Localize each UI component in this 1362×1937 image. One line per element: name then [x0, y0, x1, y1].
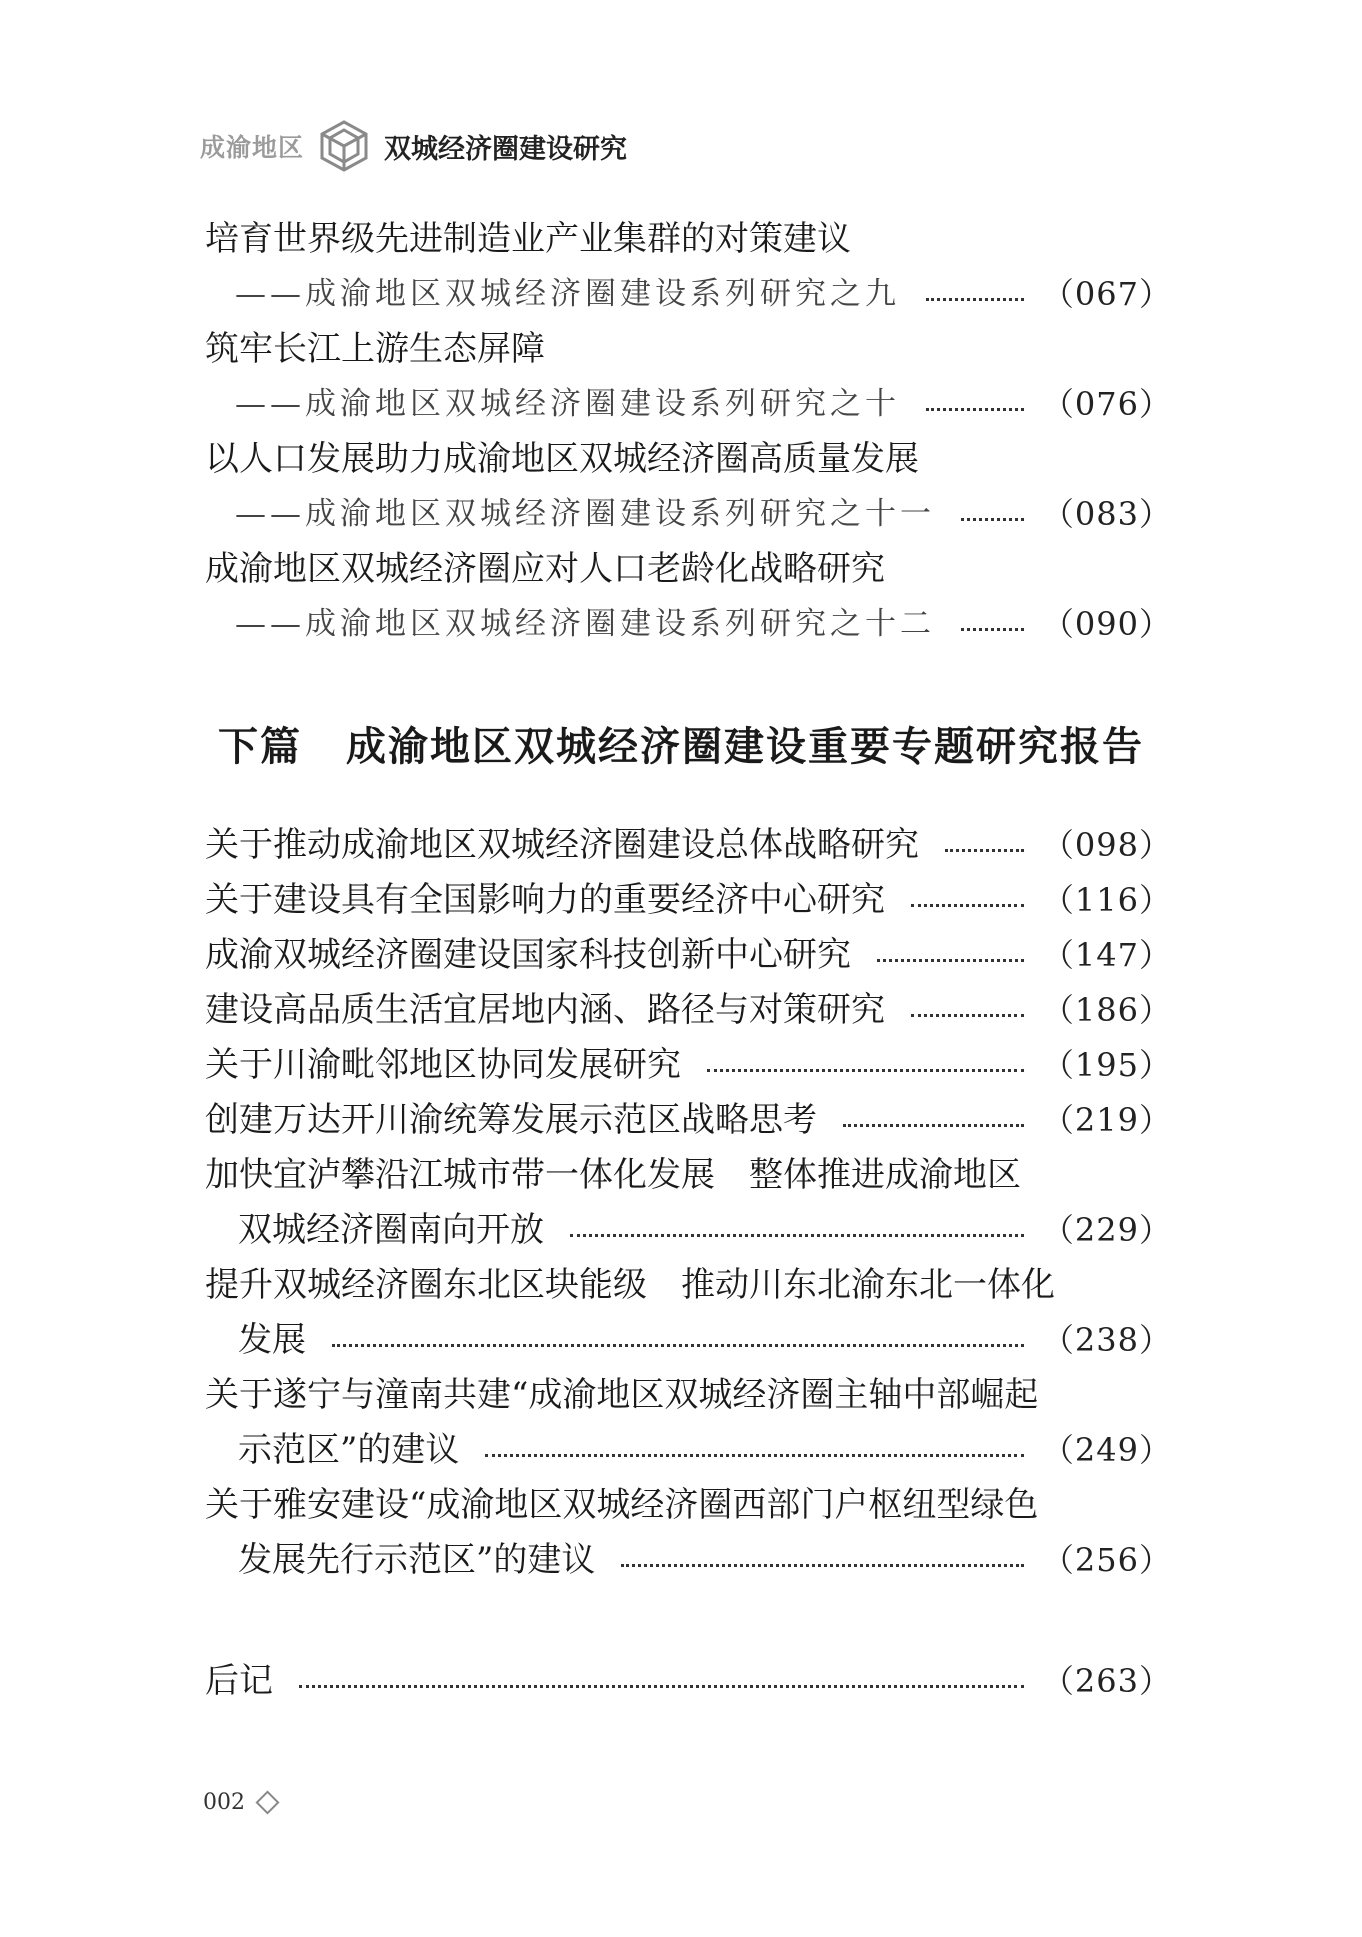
toc-entry[interactable] [205, 432, 1172, 542]
page-number: （083） [1041, 495, 1172, 533]
page-number: （067） [1041, 275, 1172, 313]
entry-subtitle: ——成渝地区双城经济圈建设系列研究之十 [235, 386, 900, 422]
toc-entry[interactable] [205, 1368, 1172, 1478]
dot-leader [926, 297, 1024, 301]
running-header [200, 118, 627, 174]
toc-entry[interactable] [205, 1038, 1172, 1093]
section-heading [0, 715, 1362, 772]
dot-leader [911, 1013, 1024, 1017]
entry-title: 关于建设具有全国影响力的重要经济中心研究 [205, 880, 885, 920]
entry-subtitle: ——成渝地区双城经济圈建设系列研究之十二 [235, 606, 935, 642]
toc-upper [205, 212, 1172, 652]
entry-title-cont: 双城经济圈南向开放 [238, 1210, 544, 1250]
entry-title: 加快宜泸攀沿江城市带一体化发展 整体推进成渝地区 [205, 1155, 1021, 1195]
series-name: 成渝地区 [200, 133, 305, 162]
toc-entry[interactable] [205, 322, 1172, 432]
dot-leader [485, 1453, 1024, 1457]
page-number: （195） [1041, 1046, 1172, 1084]
dot-leader [299, 1684, 1024, 1688]
toc-entry[interactable] [205, 928, 1172, 983]
dot-leader [621, 1563, 1024, 1567]
entry-subtitle: ——成渝地区双城经济圈建设系列研究之十一 [235, 496, 935, 532]
diamond-icon [255, 1790, 279, 1814]
afterword-title: 后记 [205, 1661, 273, 1701]
entry-title: 成渝地区双城经济圈应对人口老龄化战略研究 [205, 549, 885, 589]
page-number: （256） [1041, 1541, 1172, 1579]
footer-page-number: 002 [203, 1790, 245, 1815]
entry-title: 筑牢长江上游生态屏障 [205, 329, 545, 369]
cube-logo-icon [316, 118, 372, 174]
page-number: （076） [1041, 385, 1172, 423]
entry-title: 创建万达开川渝统筹发展示范区战略思考 [205, 1100, 817, 1140]
entry-title-cont: 发展先行示范区”的建议 [238, 1540, 596, 1580]
entry-title: 关于雅安建设“成渝地区双城经济圈西部门户枢纽型绿色 [205, 1485, 1039, 1525]
entry-title: 建设高品质生活宜居地内涵、路径与对策研究 [205, 990, 885, 1030]
toc-entry[interactable] [205, 1478, 1172, 1588]
page-number: （263） [1041, 1662, 1172, 1700]
section-title: 成渝地区双城经济圈建设重要专题研究报告 [346, 724, 1144, 770]
toc-entry[interactable] [205, 818, 1172, 873]
entry-title-cont: 发展 [238, 1320, 306, 1360]
page-number: （249） [1041, 1431, 1172, 1469]
page-number: （116） [1041, 881, 1172, 919]
toc-entry[interactable] [205, 1148, 1172, 1258]
entry-title: 关于推动成渝地区双城经济圈建设总体战略研究 [205, 825, 919, 865]
toc-entry[interactable] [205, 1093, 1172, 1148]
entry-title: 关于遂宁与潼南共建“成渝地区双城经济圈主轴中部崛起 [205, 1375, 1039, 1415]
page-number: （186） [1041, 991, 1172, 1029]
toc-afterword [205, 1654, 1172, 1709]
entry-title: 培育世界级先进制造业产业集群的对策建议 [205, 219, 851, 259]
toc-lower [205, 818, 1172, 1588]
toc-entry[interactable] [205, 542, 1172, 652]
entry-title-cont: 示范区”的建议 [238, 1430, 460, 1470]
toc-entry[interactable] [205, 212, 1172, 322]
toc-entry-afterword[interactable] [205, 1654, 1172, 1709]
dot-leader [961, 627, 1024, 631]
dot-leader [911, 903, 1024, 907]
entry-title: 关于川渝毗邻地区协同发展研究 [205, 1045, 681, 1085]
dot-leader [877, 958, 1024, 962]
dot-leader [332, 1343, 1024, 1347]
section-label: 下篇 [218, 724, 302, 770]
page-number: （090） [1041, 605, 1172, 643]
entry-title: 以人口发展助力成渝地区双城经济圈高质量发展 [205, 439, 919, 479]
dot-leader [945, 848, 1024, 852]
page-number: （147） [1041, 936, 1172, 974]
dot-leader [843, 1123, 1024, 1127]
page-number: （098） [1041, 826, 1172, 864]
dot-leader [961, 517, 1024, 521]
page-footer [203, 1790, 276, 1815]
dot-leader [926, 407, 1024, 411]
dot-leader [707, 1068, 1024, 1072]
page-number: （219） [1041, 1101, 1172, 1139]
toc-entry[interactable] [205, 983, 1172, 1038]
entry-subtitle: ——成渝地区双城经济圈建设系列研究之九 [235, 276, 900, 312]
page-number: （238） [1041, 1321, 1172, 1359]
dot-leader [570, 1233, 1024, 1237]
toc-entry[interactable] [205, 1258, 1172, 1368]
toc-entry[interactable] [205, 873, 1172, 928]
entry-title: 提升双城经济圈东北区块能级 推动川东北渝东北一体化 [205, 1265, 1055, 1305]
entry-title: 成渝双城经济圈建设国家科技创新中心研究 [205, 935, 851, 975]
book-title: 双城经济圈建设研究 [384, 133, 628, 165]
page-number: （229） [1041, 1211, 1172, 1249]
